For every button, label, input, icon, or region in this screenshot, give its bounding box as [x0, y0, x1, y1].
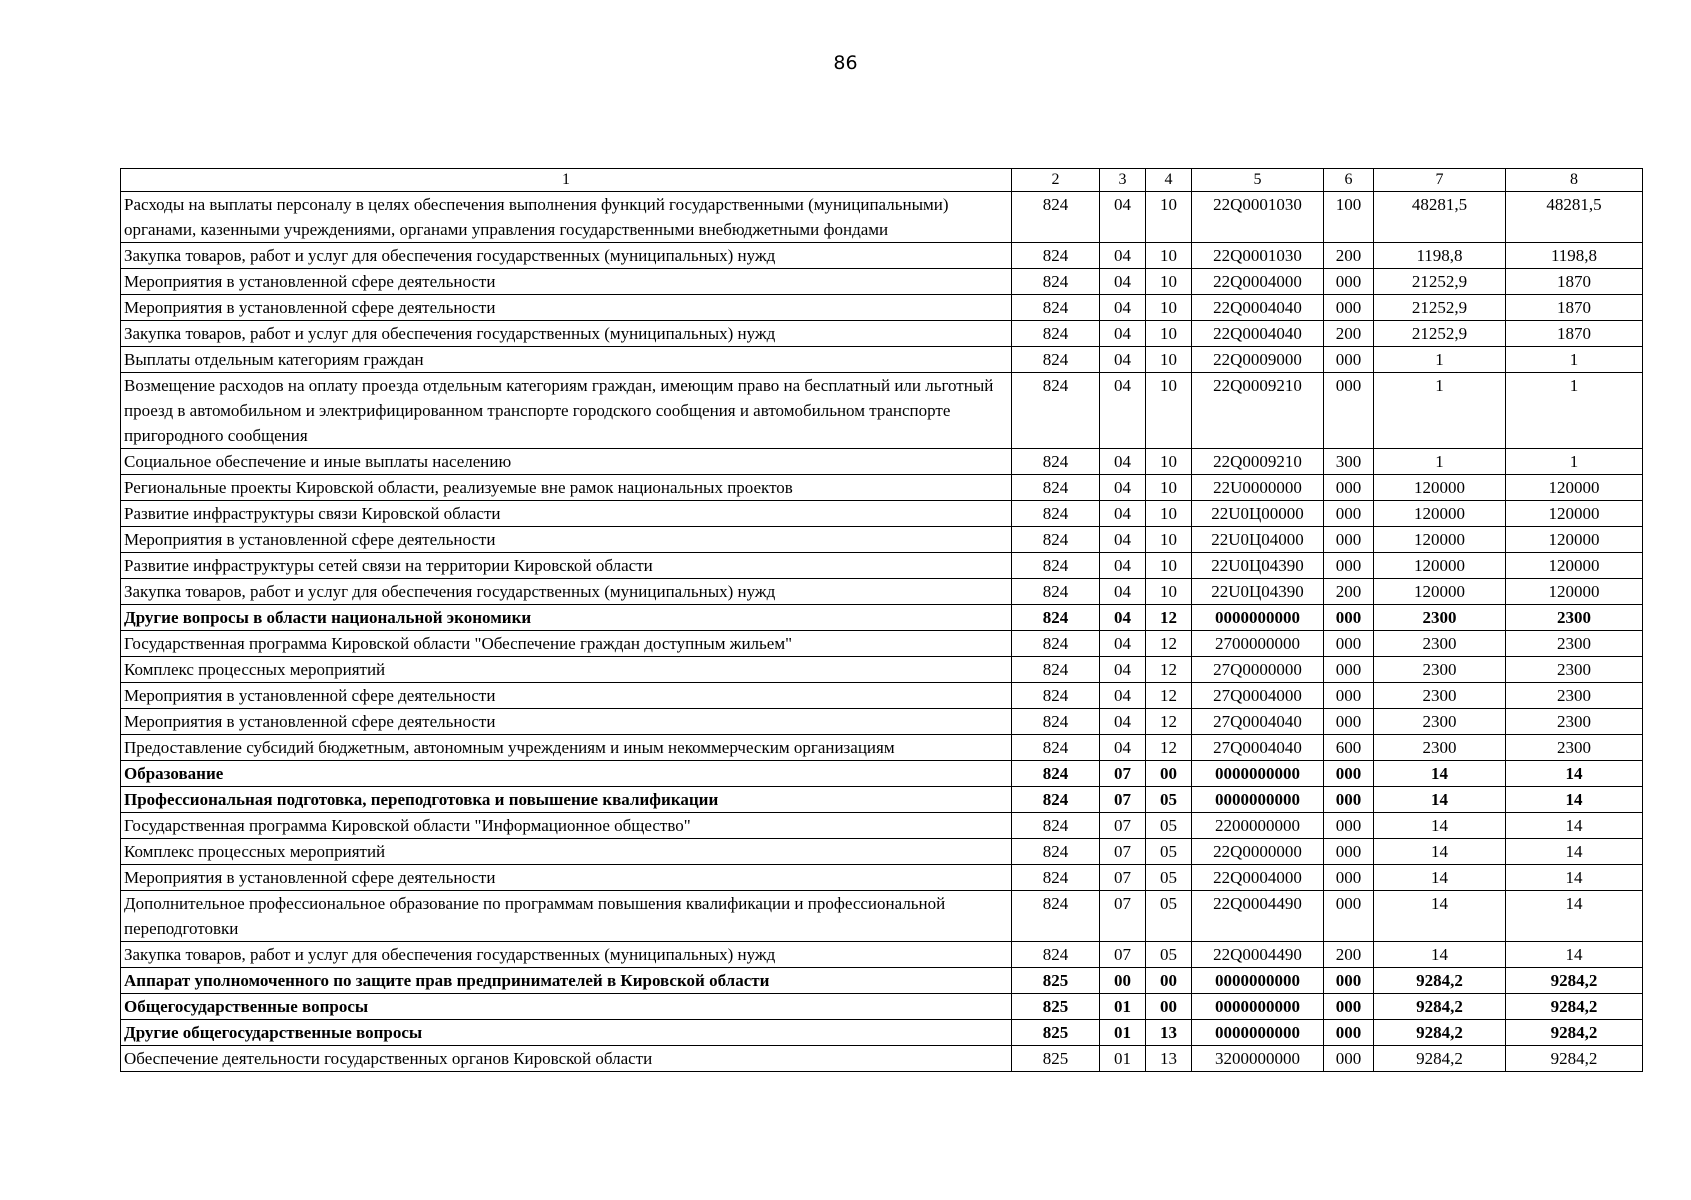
- admin-code-cell: 824: [1012, 631, 1100, 657]
- table-row: [121, 553, 1643, 579]
- table-row: [121, 865, 1643, 891]
- amount-year1-cell: 21252,9: [1374, 269, 1506, 295]
- expense-type-cell: 000: [1324, 891, 1374, 942]
- table-row: [121, 631, 1643, 657]
- table-body: [121, 192, 1643, 1072]
- row-name-cell: Социальное обеспечение и иные выплаты населению: [121, 449, 1012, 475]
- target-article-cell: 0000000000: [1192, 1020, 1324, 1046]
- amount-year1-cell: 14: [1374, 891, 1506, 942]
- table-row: [121, 813, 1643, 839]
- section-cell: 04: [1100, 683, 1146, 709]
- target-article-cell: 22Q0009000: [1192, 347, 1324, 373]
- section-cell: 04: [1100, 631, 1146, 657]
- admin-code-cell: 824: [1012, 347, 1100, 373]
- row-name-cell: Предоставление субсидий бюджетным, автономным учреждениям и иным некоммерческим организациям: [121, 735, 1012, 761]
- amount-year2-cell: 14: [1506, 891, 1643, 942]
- amount-year2-cell: 9284,2: [1506, 1020, 1643, 1046]
- amount-year2-cell: 2300: [1506, 709, 1643, 735]
- amount-year1-cell: 48281,5: [1374, 192, 1506, 243]
- section-cell: 04: [1100, 243, 1146, 269]
- admin-code-cell: 824: [1012, 321, 1100, 347]
- section-cell: 07: [1100, 787, 1146, 813]
- subsection-cell: 05: [1146, 787, 1192, 813]
- subsection-cell: 10: [1146, 347, 1192, 373]
- column-header: 5: [1192, 169, 1324, 192]
- column-header: 7: [1374, 169, 1506, 192]
- admin-code-cell: 824: [1012, 942, 1100, 968]
- expense-type-cell: 000: [1324, 295, 1374, 321]
- row-name-cell: Расходы на выплаты персоналу в целях обеспечения выполнения функций государственными (муниципальными) органами, казенными учреждениями, органами управления государственными внебюджетными фондами: [121, 192, 1012, 243]
- table-row: [121, 994, 1643, 1020]
- row-name-cell: Общегосударственные вопросы: [121, 994, 1012, 1020]
- amount-year1-cell: 9284,2: [1374, 1020, 1506, 1046]
- section-cell: 04: [1100, 475, 1146, 501]
- amount-year2-cell: 14: [1506, 813, 1643, 839]
- amount-year2-cell: 2300: [1506, 657, 1643, 683]
- section-cell: 04: [1100, 192, 1146, 243]
- table-row: [121, 968, 1643, 994]
- section-cell: 04: [1100, 553, 1146, 579]
- admin-code-cell: 824: [1012, 709, 1100, 735]
- table-row: [121, 321, 1643, 347]
- admin-code-cell: 824: [1012, 192, 1100, 243]
- subsection-cell: 10: [1146, 243, 1192, 269]
- admin-code-cell: 825: [1012, 1046, 1100, 1072]
- budget-table: [120, 168, 1643, 1072]
- amount-year2-cell: 1870: [1506, 321, 1643, 347]
- amount-year2-cell: 14: [1506, 865, 1643, 891]
- amount-year1-cell: 2300: [1374, 683, 1506, 709]
- row-name-cell: Обеспечение деятельности государственных органов Кировской области: [121, 1046, 1012, 1072]
- admin-code-cell: 825: [1012, 994, 1100, 1020]
- target-article-cell: 22Q0001030: [1192, 243, 1324, 269]
- expense-type-cell: 000: [1324, 787, 1374, 813]
- target-article-cell: 22Q0009210: [1192, 373, 1324, 449]
- expense-type-cell: 000: [1324, 605, 1374, 631]
- amount-year1-cell: 9284,2: [1374, 968, 1506, 994]
- row-name-cell: Комплекс процессных мероприятий: [121, 657, 1012, 683]
- target-article-cell: 0000000000: [1192, 994, 1324, 1020]
- section-cell: 07: [1100, 839, 1146, 865]
- table-row: [121, 787, 1643, 813]
- admin-code-cell: 824: [1012, 683, 1100, 709]
- expense-type-cell: 000: [1324, 813, 1374, 839]
- amount-year2-cell: 2300: [1506, 631, 1643, 657]
- target-article-cell: 22Q0004040: [1192, 295, 1324, 321]
- expense-type-cell: 000: [1324, 994, 1374, 1020]
- table-row: [121, 269, 1643, 295]
- expense-type-cell: 000: [1324, 475, 1374, 501]
- amount-year1-cell: 2300: [1374, 709, 1506, 735]
- admin-code-cell: 824: [1012, 813, 1100, 839]
- amount-year1-cell: 120000: [1374, 553, 1506, 579]
- target-article-cell: 0000000000: [1192, 605, 1324, 631]
- row-name-cell: Закупка товаров, работ и услуг для обеспечения государственных (муниципальных) нужд: [121, 321, 1012, 347]
- column-number-header: [121, 169, 1643, 192]
- expense-type-cell: 000: [1324, 347, 1374, 373]
- section-cell: 04: [1100, 709, 1146, 735]
- row-name-cell: Государственная программа Кировской области "Информационное общество": [121, 813, 1012, 839]
- expense-type-cell: 000: [1324, 553, 1374, 579]
- row-name-cell: Развитие инфраструктуры сетей связи на территории Кировской области: [121, 553, 1012, 579]
- table-row: [121, 579, 1643, 605]
- row-name-cell: Дополнительное профессиональное образование по программам повышения квалификации и профессиональной переподготовки: [121, 891, 1012, 942]
- subsection-cell: 05: [1146, 942, 1192, 968]
- target-article-cell: 22U0Ц04390: [1192, 553, 1324, 579]
- target-article-cell: 2700000000: [1192, 631, 1324, 657]
- table-row: [121, 839, 1643, 865]
- subsection-cell: 05: [1146, 865, 1192, 891]
- table-row: [121, 683, 1643, 709]
- section-cell: 04: [1100, 321, 1146, 347]
- row-name-cell: Мероприятия в установленной сфере деятельности: [121, 269, 1012, 295]
- amount-year2-cell: 14: [1506, 942, 1643, 968]
- amount-year2-cell: 2300: [1506, 683, 1643, 709]
- amount-year2-cell: 2300: [1506, 735, 1643, 761]
- subsection-cell: 12: [1146, 735, 1192, 761]
- subsection-cell: 10: [1146, 373, 1192, 449]
- target-article-cell: 2200000000: [1192, 813, 1324, 839]
- subsection-cell: 10: [1146, 475, 1192, 501]
- amount-year1-cell: 2300: [1374, 605, 1506, 631]
- subsection-cell: 10: [1146, 501, 1192, 527]
- amount-year1-cell: 2300: [1374, 657, 1506, 683]
- subsection-cell: 13: [1146, 1046, 1192, 1072]
- section-cell: 04: [1100, 605, 1146, 631]
- section-cell: 04: [1100, 579, 1146, 605]
- expense-type-cell: 000: [1324, 269, 1374, 295]
- amount-year2-cell: 1: [1506, 373, 1643, 449]
- admin-code-cell: 824: [1012, 449, 1100, 475]
- target-article-cell: 0000000000: [1192, 787, 1324, 813]
- amount-year1-cell: 9284,2: [1374, 1046, 1506, 1072]
- amount-year2-cell: 1870: [1506, 269, 1643, 295]
- section-cell: 04: [1100, 347, 1146, 373]
- amount-year2-cell: 1: [1506, 449, 1643, 475]
- expense-type-cell: 000: [1324, 865, 1374, 891]
- section-cell: 07: [1100, 813, 1146, 839]
- subsection-cell: 05: [1146, 813, 1192, 839]
- section-cell: 07: [1100, 761, 1146, 787]
- expense-type-cell: 000: [1324, 1020, 1374, 1046]
- admin-code-cell: 824: [1012, 787, 1100, 813]
- table-row: [121, 347, 1643, 373]
- amount-year1-cell: 14: [1374, 761, 1506, 787]
- subsection-cell: 00: [1146, 968, 1192, 994]
- column-header: 2: [1012, 169, 1100, 192]
- target-article-cell: 22Q0004000: [1192, 865, 1324, 891]
- expense-type-cell: 300: [1324, 449, 1374, 475]
- amount-year2-cell: 120000: [1506, 475, 1643, 501]
- amount-year1-cell: 120000: [1374, 475, 1506, 501]
- subsection-cell: 12: [1146, 709, 1192, 735]
- expense-type-cell: 000: [1324, 839, 1374, 865]
- subsection-cell: 00: [1146, 994, 1192, 1020]
- row-name-cell: Мероприятия в установленной сфере деятельности: [121, 527, 1012, 553]
- table-row: [121, 501, 1643, 527]
- section-cell: 00: [1100, 968, 1146, 994]
- section-cell: 04: [1100, 527, 1146, 553]
- target-article-cell: 0000000000: [1192, 968, 1324, 994]
- section-cell: 04: [1100, 657, 1146, 683]
- row-name-cell: Закупка товаров, работ и услуг для обеспечения государственных (муниципальных) нужд: [121, 579, 1012, 605]
- admin-code-cell: 824: [1012, 501, 1100, 527]
- row-name-cell: Комплекс процессных мероприятий: [121, 839, 1012, 865]
- column-header: 8: [1506, 169, 1643, 192]
- table-row: [121, 449, 1643, 475]
- table-row: [121, 527, 1643, 553]
- subsection-cell: 10: [1146, 321, 1192, 347]
- section-cell: 07: [1100, 891, 1146, 942]
- admin-code-cell: 824: [1012, 761, 1100, 787]
- section-cell: 07: [1100, 865, 1146, 891]
- row-name-cell: Мероприятия в установленной сфере деятельности: [121, 865, 1012, 891]
- expense-type-cell: 000: [1324, 373, 1374, 449]
- expense-type-cell: 000: [1324, 683, 1374, 709]
- admin-code-cell: 824: [1012, 657, 1100, 683]
- section-cell: 04: [1100, 373, 1146, 449]
- table-row: [121, 243, 1643, 269]
- table-row: [121, 192, 1643, 243]
- target-article-cell: 22U0Ц04000: [1192, 527, 1324, 553]
- amount-year1-cell: 2300: [1374, 735, 1506, 761]
- amount-year2-cell: 120000: [1506, 579, 1643, 605]
- amount-year1-cell: 21252,9: [1374, 321, 1506, 347]
- subsection-cell: 05: [1146, 891, 1192, 942]
- column-header: 4: [1146, 169, 1192, 192]
- subsection-cell: 12: [1146, 605, 1192, 631]
- column-header: 3: [1100, 169, 1146, 192]
- amount-year2-cell: 14: [1506, 761, 1643, 787]
- amount-year1-cell: 120000: [1374, 579, 1506, 605]
- section-cell: 07: [1100, 942, 1146, 968]
- expense-type-cell: 000: [1324, 631, 1374, 657]
- subsection-cell: 12: [1146, 657, 1192, 683]
- amount-year2-cell: 9284,2: [1506, 1046, 1643, 1072]
- amount-year2-cell: 120000: [1506, 501, 1643, 527]
- expense-type-cell: 200: [1324, 243, 1374, 269]
- amount-year1-cell: 14: [1374, 942, 1506, 968]
- target-article-cell: 22Q0004000: [1192, 269, 1324, 295]
- row-name-cell: Другие общегосударственные вопросы: [121, 1020, 1012, 1046]
- amount-year1-cell: 14: [1374, 839, 1506, 865]
- expense-type-cell: 000: [1324, 1046, 1374, 1072]
- target-article-cell: 22Q0004040: [1192, 321, 1324, 347]
- table-row: [121, 373, 1643, 449]
- amount-year1-cell: 1: [1374, 373, 1506, 449]
- target-article-cell: 22U0Ц04390: [1192, 579, 1324, 605]
- table-row: [121, 475, 1643, 501]
- admin-code-cell: 824: [1012, 527, 1100, 553]
- admin-code-cell: 824: [1012, 553, 1100, 579]
- admin-code-cell: 824: [1012, 243, 1100, 269]
- subsection-cell: 10: [1146, 269, 1192, 295]
- subsection-cell: 10: [1146, 579, 1192, 605]
- expense-type-cell: 000: [1324, 527, 1374, 553]
- amount-year1-cell: 120000: [1374, 527, 1506, 553]
- target-article-cell: 27Q0004040: [1192, 735, 1324, 761]
- amount-year2-cell: 120000: [1506, 553, 1643, 579]
- column-header: 1: [121, 169, 1012, 192]
- table-row: [121, 942, 1643, 968]
- amount-year1-cell: 120000: [1374, 501, 1506, 527]
- admin-code-cell: 824: [1012, 865, 1100, 891]
- row-name-cell: Региональные проекты Кировской области, реализуемые вне рамок национальных проектов: [121, 475, 1012, 501]
- amount-year2-cell: 1198,8: [1506, 243, 1643, 269]
- amount-year1-cell: 2300: [1374, 631, 1506, 657]
- subsection-cell: 10: [1146, 295, 1192, 321]
- row-name-cell: Развитие инфраструктуры связи Кировской области: [121, 501, 1012, 527]
- section-cell: 04: [1100, 735, 1146, 761]
- target-article-cell: 22U0000000: [1192, 475, 1324, 501]
- amount-year1-cell: 1198,8: [1374, 243, 1506, 269]
- table-row: [121, 761, 1643, 787]
- target-article-cell: 3200000000: [1192, 1046, 1324, 1072]
- table-row: [121, 891, 1643, 942]
- subsection-cell: 10: [1146, 527, 1192, 553]
- row-name-cell: Выплаты отдельным категориям граждан: [121, 347, 1012, 373]
- section-cell: 01: [1100, 1020, 1146, 1046]
- amount-year1-cell: 14: [1374, 787, 1506, 813]
- expense-type-cell: 000: [1324, 657, 1374, 683]
- target-article-cell: 22Q0009210: [1192, 449, 1324, 475]
- row-name-cell: Профессиональная подготовка, переподготовка и повышение квалификации: [121, 787, 1012, 813]
- target-article-cell: 22Q0000000: [1192, 839, 1324, 865]
- target-article-cell: 0000000000: [1192, 761, 1324, 787]
- admin-code-cell: 824: [1012, 735, 1100, 761]
- amount-year2-cell: 1: [1506, 347, 1643, 373]
- target-article-cell: 22U0Ц00000: [1192, 501, 1324, 527]
- amount-year2-cell: 9284,2: [1506, 968, 1643, 994]
- column-header: 6: [1324, 169, 1374, 192]
- row-name-cell: Аппарат уполномоченного по защите прав предпринимателей в Кировской области: [121, 968, 1012, 994]
- subsection-cell: 05: [1146, 839, 1192, 865]
- amount-year2-cell: 1870: [1506, 295, 1643, 321]
- expense-type-cell: 000: [1324, 709, 1374, 735]
- section-cell: 04: [1100, 501, 1146, 527]
- row-name-cell: Мероприятия в установленной сфере деятельности: [121, 709, 1012, 735]
- admin-code-cell: 824: [1012, 269, 1100, 295]
- target-article-cell: 22Q0004490: [1192, 942, 1324, 968]
- row-name-cell: Образование: [121, 761, 1012, 787]
- expense-type-cell: 200: [1324, 579, 1374, 605]
- expense-type-cell: 000: [1324, 968, 1374, 994]
- amount-year2-cell: 14: [1506, 787, 1643, 813]
- subsection-cell: 12: [1146, 683, 1192, 709]
- target-article-cell: 22Q0004490: [1192, 891, 1324, 942]
- row-name-cell: Возмещение расходов на оплату проезда отдельным категориям граждан, имеющим право на бесплатный или льготный проезд в автомобильном и электрифицированном транспорте городского сообщения и автомобильном транспорте пригородного сообщения: [121, 373, 1012, 449]
- amount-year2-cell: 2300: [1506, 605, 1643, 631]
- target-article-cell: 27Q0000000: [1192, 657, 1324, 683]
- amount-year1-cell: 14: [1374, 813, 1506, 839]
- amount-year1-cell: 21252,9: [1374, 295, 1506, 321]
- row-name-cell: Мероприятия в установленной сфере деятельности: [121, 683, 1012, 709]
- expense-type-cell: 600: [1324, 735, 1374, 761]
- table-row: [121, 709, 1643, 735]
- subsection-cell: 10: [1146, 192, 1192, 243]
- amount-year2-cell: 14: [1506, 839, 1643, 865]
- section-cell: 04: [1100, 295, 1146, 321]
- admin-code-cell: 824: [1012, 295, 1100, 321]
- amount-year1-cell: 9284,2: [1374, 994, 1506, 1020]
- admin-code-cell: 824: [1012, 579, 1100, 605]
- amount-year2-cell: 120000: [1506, 527, 1643, 553]
- expense-type-cell: 200: [1324, 942, 1374, 968]
- amount-year1-cell: 1: [1374, 347, 1506, 373]
- admin-code-cell: 824: [1012, 475, 1100, 501]
- subsection-cell: 13: [1146, 1020, 1192, 1046]
- admin-code-cell: 824: [1012, 373, 1100, 449]
- row-name-cell: Закупка товаров, работ и услуг для обеспечения государственных (муниципальных) нужд: [121, 243, 1012, 269]
- target-article-cell: 22Q0001030: [1192, 192, 1324, 243]
- table-row: [121, 1046, 1643, 1072]
- row-name-cell: Другие вопросы в области национальной экономики: [121, 605, 1012, 631]
- subsection-cell: 10: [1146, 553, 1192, 579]
- table-row: [121, 735, 1643, 761]
- admin-code-cell: 824: [1012, 605, 1100, 631]
- expense-type-cell: 000: [1324, 501, 1374, 527]
- page-number: 86: [833, 52, 858, 74]
- row-name-cell: Мероприятия в установленной сфере деятельности: [121, 295, 1012, 321]
- subsection-cell: 00: [1146, 761, 1192, 787]
- admin-code-cell: 824: [1012, 891, 1100, 942]
- subsection-cell: 12: [1146, 631, 1192, 657]
- section-cell: 01: [1100, 1046, 1146, 1072]
- expense-type-cell: 000: [1324, 761, 1374, 787]
- section-cell: 04: [1100, 449, 1146, 475]
- admin-code-cell: 824: [1012, 839, 1100, 865]
- amount-year2-cell: 9284,2: [1506, 994, 1643, 1020]
- section-cell: 04: [1100, 269, 1146, 295]
- admin-code-cell: 825: [1012, 968, 1100, 994]
- row-name-cell: Государственная программа Кировской области "Обеспечение граждан доступным жильем": [121, 631, 1012, 657]
- target-article-cell: 27Q0004000: [1192, 683, 1324, 709]
- amount-year1-cell: 14: [1374, 865, 1506, 891]
- table-row: [121, 605, 1643, 631]
- target-article-cell: 27Q0004040: [1192, 709, 1324, 735]
- amount-year2-cell: 48281,5: [1506, 192, 1643, 243]
- expense-type-cell: 200: [1324, 321, 1374, 347]
- table-row: [121, 295, 1643, 321]
- table-row: [121, 657, 1643, 683]
- table-row: [121, 1020, 1643, 1046]
- subsection-cell: 10: [1146, 449, 1192, 475]
- expense-type-cell: 100: [1324, 192, 1374, 243]
- row-name-cell: Закупка товаров, работ и услуг для обеспечения государственных (муниципальных) нужд: [121, 942, 1012, 968]
- section-cell: 01: [1100, 994, 1146, 1020]
- admin-code-cell: 825: [1012, 1020, 1100, 1046]
- amount-year1-cell: 1: [1374, 449, 1506, 475]
